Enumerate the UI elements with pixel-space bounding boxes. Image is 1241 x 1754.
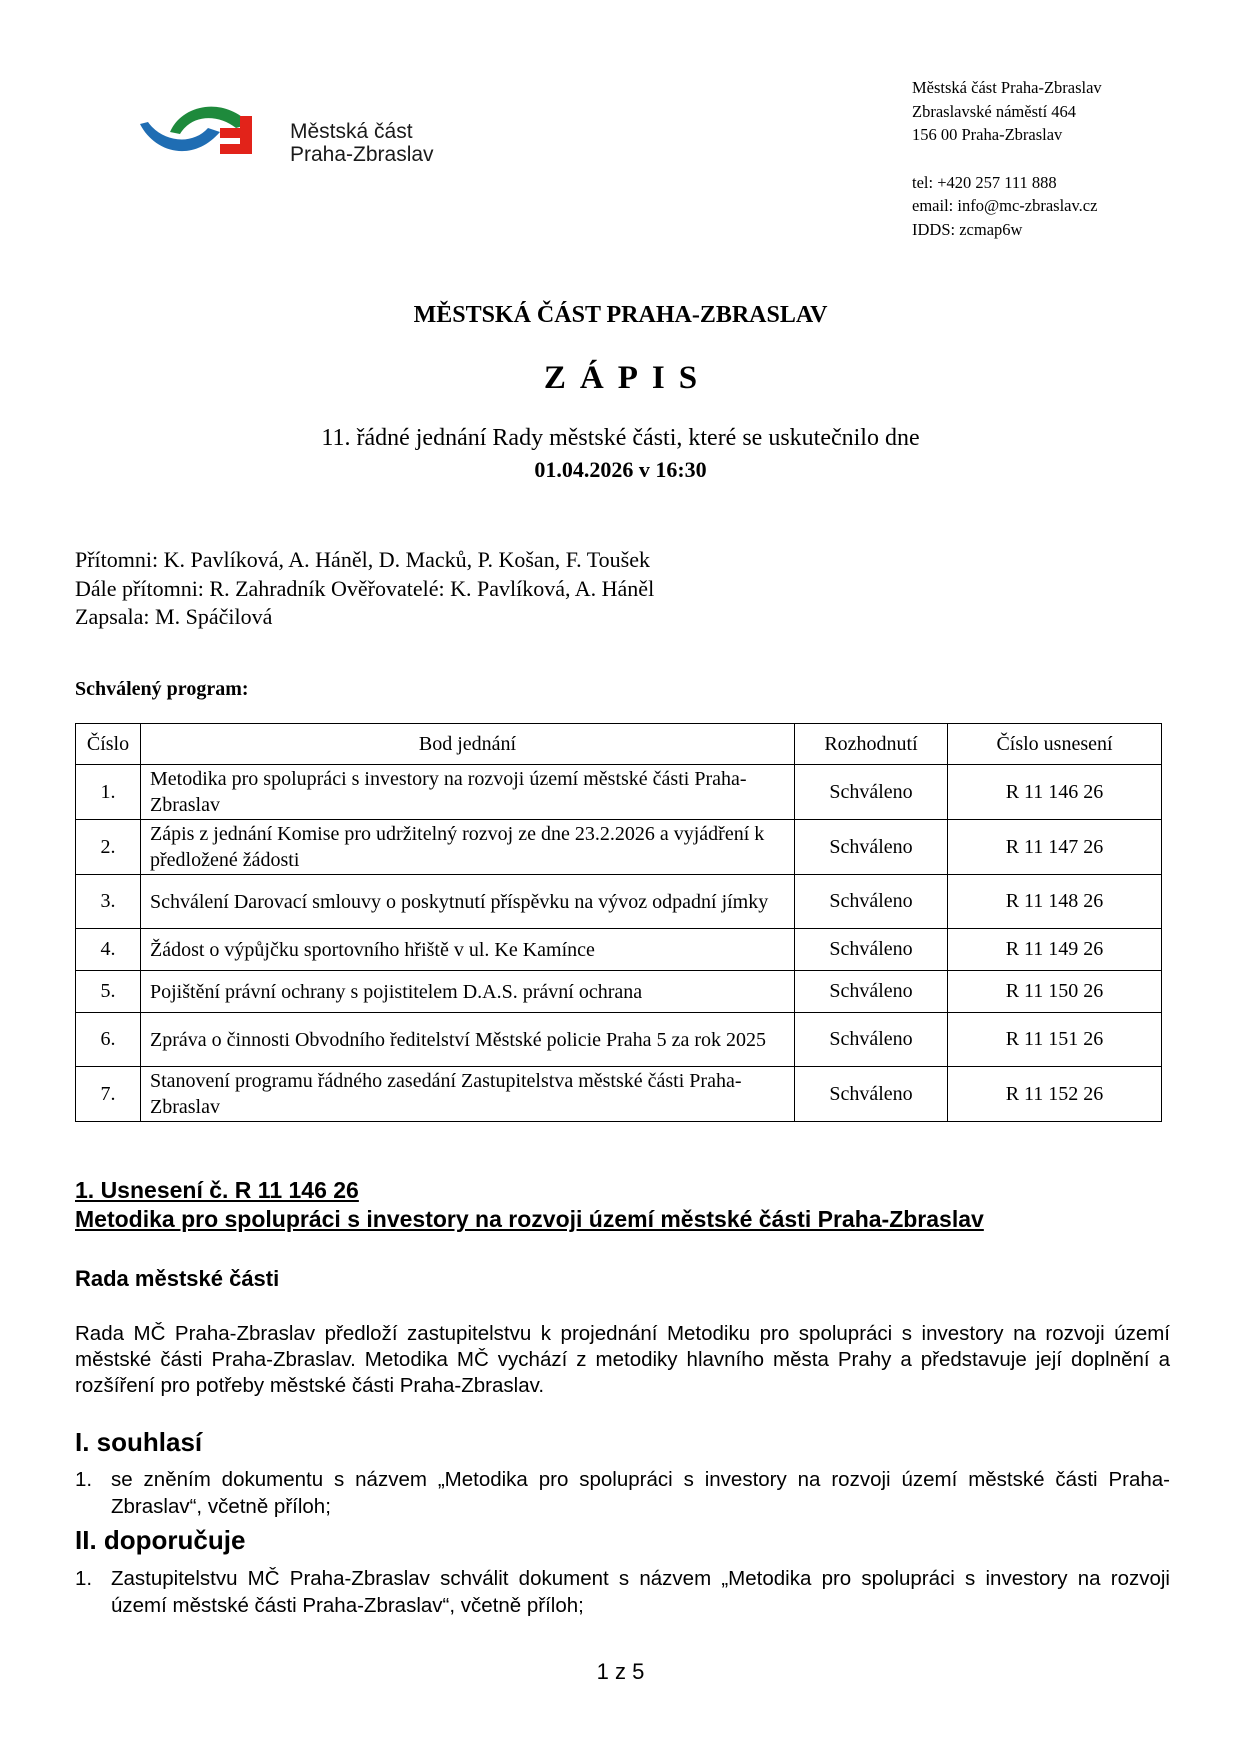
row-item: Žádost o výpůjčku sportovního hřiště v ul. Ke Kamínce: [141, 929, 795, 971]
table-row: [76, 765, 1162, 820]
table-row: [76, 875, 1162, 929]
column-header-decision: Rozhodnutí: [795, 724, 948, 765]
row-number: 3.: [76, 875, 141, 929]
row-resolution: R 11 151 26: [948, 1013, 1162, 1067]
logo-wordmark: [290, 120, 434, 166]
row-resolution: R 11 148 26: [948, 875, 1162, 929]
document-title: ZÁPIS: [543, 360, 712, 396]
address-line-2: Zbraslavské náměstí 464: [912, 101, 1077, 121]
resolution-heading: [75, 1176, 984, 1234]
program-table: [75, 723, 1162, 1122]
address-tel: tel: +420 257 111 888: [912, 172, 1057, 192]
row-resolution: R 11 152 26: [948, 1067, 1162, 1122]
row-item: Zápis z jednání Komise pro udržitelný rozvoj ze dne 23.2.2026 a vyjádření k předložené žádosti: [141, 820, 795, 875]
column-header-resolution: Číslo usnesení: [948, 724, 1162, 765]
row-decision: Schváleno: [795, 875, 948, 929]
row-decision: Schváleno: [795, 971, 948, 1013]
row-item: Metodika pro spolupráci s investory na rozvoji území městské části Praha-Zbraslav: [141, 765, 795, 820]
logo-line-1: Městská část: [290, 120, 413, 143]
row-decision: Schváleno: [795, 1013, 948, 1067]
page-number: 1 z 5: [596, 1659, 645, 1684]
program-heading: Schválený program:: [75, 678, 249, 700]
address-line-1: Městská část Praha-Zbraslav: [912, 78, 1102, 97]
resolution-title: Metodika pro spolupráci s investory na rozvoji území městské části Praha-Zbraslav: [75, 1206, 984, 1232]
attendance-block: [75, 546, 654, 632]
table-row: [76, 820, 1162, 875]
list-item: [75, 1565, 1170, 1619]
table-row: [76, 971, 1162, 1013]
table-row: [76, 1013, 1162, 1067]
attendance-recorded-by: Zapsala: M. Spáčilová: [75, 604, 273, 629]
row-decision: Schváleno: [795, 820, 948, 875]
table-row: [76, 1067, 1162, 1122]
logo-emblem-icon: [140, 98, 275, 168]
row-resolution: R 11 146 26: [948, 765, 1162, 820]
organization-title: MĚSTSKÁ ČÁST PRAHA-ZBRASLAV: [413, 302, 828, 328]
row-number: 6.: [76, 1013, 141, 1067]
row-number: 1.: [76, 765, 141, 820]
row-decision: Schváleno: [795, 765, 948, 820]
row-item: Zpráva o činnosti Obvodního ředitelství Městské policie Praha 5 za rok 2025: [141, 1013, 795, 1067]
section-recommends-heading: II. doporučuje: [75, 1525, 246, 1555]
address-line-3: 156 00 Praha-Zbraslav: [912, 125, 1063, 145]
meeting-subtitle: 11. řádné jednání Rady městské části, které se uskutečnilo dne: [321, 425, 920, 451]
list-item-text: se zněním dokumentu s názvem „Metodika pro spolupráci s investory na rozvoji území městské části Praha-Zbraslav“, včetně příloh;: [111, 1468, 1170, 1518]
table-header-row: [76, 724, 1162, 765]
list-item-text: Zastupitelstvu MČ Praha-Zbraslav schválit dokument s názvem „Metodika pro spolupráci s investory na rozvoji území městské části Praha-Zbraslav“, včetně příloh;: [111, 1567, 1170, 1617]
list-item-number: 1.: [75, 1468, 93, 1491]
address-email: email: info@mc-zbraslav.cz: [912, 196, 1098, 216]
row-item: Pojištění právní ochrany s pojistitelem D.A.S. právní ochrana: [141, 971, 795, 1013]
meeting-date: 01.04.2026 v 16:30: [534, 457, 707, 482]
row-item: Schválení Darovací smlouvy o poskytnutí příspěvku na vývoz odpadní jímky: [141, 875, 795, 929]
row-decision: Schváleno: [795, 929, 948, 971]
list-item: [75, 1466, 1170, 1520]
row-number: 4.: [76, 929, 141, 971]
municipality-logo: [140, 98, 470, 178]
list-item-number: 1.: [75, 1567, 93, 1590]
attendance-also-present: Dále přítomni: R. Zahradník Ověřovatelé: K. Pavlíková, A. Háněl: [75, 575, 655, 601]
row-resolution: R 11 147 26: [948, 820, 1162, 875]
row-resolution: R 11 150 26: [948, 971, 1162, 1013]
row-number: 2.: [76, 820, 141, 875]
row-resolution: R 11 149 26: [948, 929, 1162, 971]
table-row: [76, 929, 1162, 971]
address-spacer: [912, 147, 1102, 171]
address-block: [912, 76, 1102, 242]
row-number: 7.: [76, 1067, 141, 1122]
column-header-number: Číslo: [76, 724, 141, 765]
row-decision: Schváleno: [795, 1067, 948, 1122]
address-idds: IDDS: zcmap6w: [912, 219, 1023, 239]
section-agrees-heading: I. souhlasí: [75, 1427, 203, 1457]
resolution-number: 1. Usnesení č. R 11 146 26: [75, 1177, 359, 1203]
logo-line-2: Praha-Zbraslav: [290, 143, 434, 166]
row-item: Stanovení programu řádného zasedání Zastupitelstva městské části Praha-Zbraslav: [141, 1067, 795, 1122]
column-header-item: Bod jednání: [141, 724, 795, 765]
council-heading: Rada městské části: [75, 1266, 280, 1291]
resolution-body: Rada MČ Praha-Zbraslav předloží zastupitelstvu k projednání Metodiku pro spolupráci s investory na rozvoji území městské části Praha-Zbraslav. Metodika MČ vychází z metodiky hlavního města Prahy a představuje její doplnění a rozšíření pro potřeby městské části Praha-Zbraslav.: [75, 1322, 1170, 1397]
row-number: 5.: [76, 971, 141, 1013]
attendance-present: Přítomni: K. Pavlíková, A. Háněl, D. Macků, P. Košan, F. Toušek: [75, 547, 650, 572]
